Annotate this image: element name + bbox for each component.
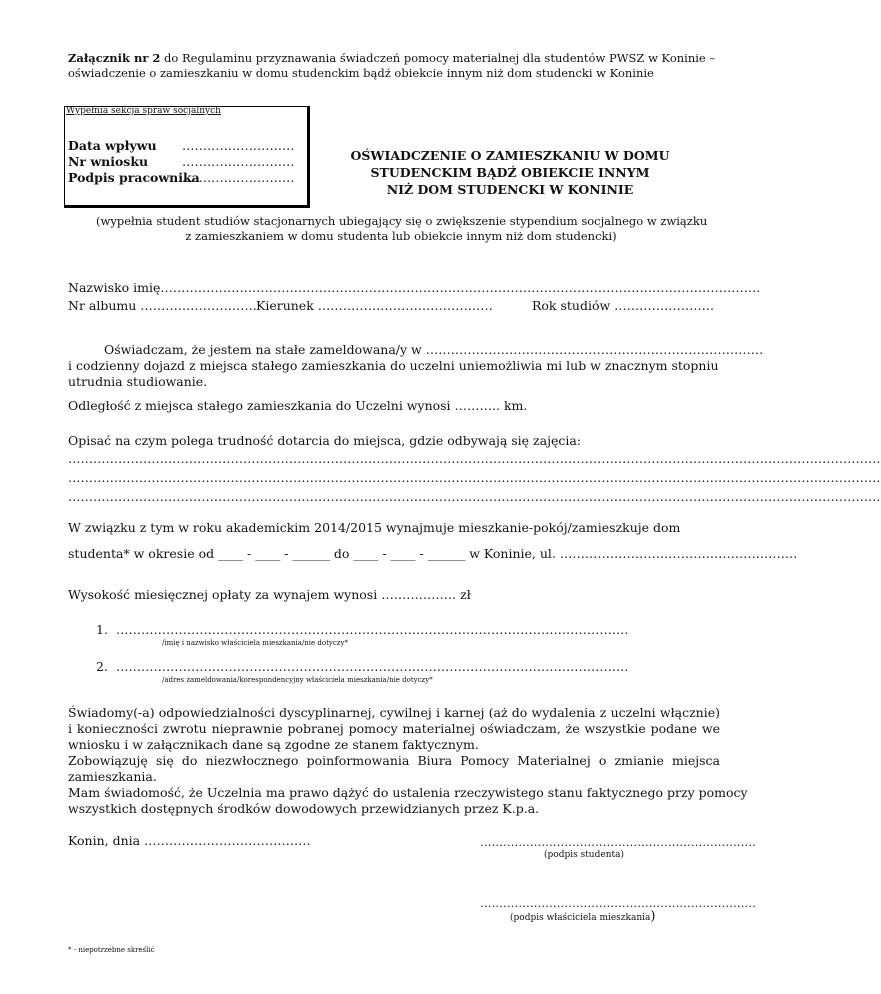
title-line3: NIŻ DOM STUDENCKI W KONINIE (386, 182, 634, 197)
awareness-line3: wniosku i w załącznikach dane są zgodne ze stanem faktycznym. (68, 737, 479, 752)
application-number-label: Nr wniosku (68, 154, 149, 169)
office-box-caption: Wypełnia sekcja spraw socjalnych (66, 106, 221, 116)
student-signature-field[interactable]: ……………………………………………………………… (480, 835, 756, 849)
owner-item2-number: 2. (96, 659, 108, 674)
employee-signature-field[interactable]: ……………………… (182, 170, 295, 185)
declaration-line3: utrudnia studiowanie. (68, 374, 208, 389)
awareness-line6: Mam świadomość, że Uczelnia ma prawo dążyć do ustalenia rzeczywistego stanu faktycznego przy pomocy (68, 785, 748, 800)
document-title (340, 147, 680, 198)
album-number-field[interactable]: Nr albumu ………………………. (68, 298, 257, 313)
study-year-field[interactable]: Rok studiów …………………… (532, 298, 715, 313)
name-field[interactable]: Nazwisko imię……………………………………………………………………………………………………………………………… (68, 280, 761, 295)
attachment-label: Załącznik nr 2 (68, 51, 161, 65)
student-signature-caption: (podpis studenta) (544, 850, 624, 860)
declaration-line2: i codzienny dojazd z miejsca stałego zamieszkania do uczelni uniemożliwia mi lub w znacznym stopniu (68, 358, 719, 373)
receipt-date-field[interactable]: ……………………… (182, 138, 295, 153)
difficulty-line-2[interactable]: …………………………………………………………………………………………………………………………………………………………………………… (68, 470, 881, 485)
distance-field[interactable]: Odległość z miejsca stałego zamieszkania do Uczelni wynosi ……….. km. (68, 398, 528, 413)
owner-signature-field[interactable]: ……………………………………………………………… (480, 896, 756, 910)
declaration (68, 342, 764, 390)
awareness-line2: i konieczności zwrotu nieprawnie pobranej pomocy materialnej oświadczam, że wszystkie podane we (68, 721, 720, 736)
header-line2: oświadczenie o zamieszkaniu w domu studenckim bądź obiekcie innym niż dom studencki w Koninie (68, 66, 654, 80)
subtitle (96, 214, 706, 244)
receipt-date-label: Data wpływu (68, 138, 157, 153)
awareness-line5: zamieszkania. (68, 769, 157, 784)
owner-signature-caption-text: (podpis właściciela mieszkania (510, 913, 651, 923)
awareness-line7: wszystkich dostępnych środków dowodowych przewidzianych przez K.p.a. (68, 801, 540, 816)
subtitle-line2: z zamieszkaniem w domu studenta lub obiekcie innym niż dom studencki) (185, 229, 617, 243)
header (68, 51, 718, 81)
title-line2: STUDENCKIM BĄDŹ OBIEKCIE INNYM (370, 165, 650, 180)
owner-address-caption: /adres zameldowania/korespondencyjny właściciela mieszkania/nie dotyczy* (162, 676, 433, 684)
study-direction-field[interactable]: Kierunek …………………………………… (256, 298, 493, 313)
declaration-line1[interactable]: Oświadczam, że jestem na stałe zameldowana/y w ……………………………………………………………………… (104, 342, 764, 357)
header-line1: do Regulaminu przyznawania świadczeń pomocy materialnej dla studentów PWSZ w Koninie – (160, 51, 716, 65)
employee-signature-label: Podpis pracownika (68, 170, 200, 185)
difficulty-label: Opisać na czym polega trudność dotarcia do miejsca, gdzie odbywają się zajęcia: (68, 433, 582, 448)
footnote: * - niepotrzebne skreślić (68, 946, 155, 954)
rental-period-field[interactable]: studenta* w okresie od ____ - ____ - ______ do ____ - ____ - ______ w Koninie, ul. ………………………………………………… (68, 546, 798, 561)
awareness-line1: Świadomy(-a) odpowiedzialności dyscyplinarnej, cywilnej i karnej (aż do wydalenia z uczelni włącznie) (68, 705, 720, 720)
application-number-field[interactable]: ……………………… (182, 154, 295, 169)
place-date-field[interactable]: Konin, dnia …………………………………. (68, 833, 311, 848)
awareness-line4: Zobowiązuję się do niezwłocznego poinformowania Biura Pomocy Materialnej o zmianie miejsca (68, 753, 720, 768)
monthly-fee-field[interactable]: Wysokość miesięcznej opłaty za wynajem wynosi ……………… zł (68, 587, 471, 602)
awareness-statement (68, 705, 748, 817)
owner-name-caption: /imię i nazwisko właściciela mieszkania/nie dotyczy* (162, 639, 348, 647)
office-box-rows (68, 138, 300, 186)
owner-address-field[interactable]: …………………………………………………………………………………………………………… (116, 659, 629, 674)
difficulty-line-3[interactable]: …………………………………………………………………………………………………………………………………………………………………………… (68, 489, 881, 504)
rental-line1: W związku z tym w roku akademickim 2014/2015 wynajmuje mieszkanie-pokój/zamieszkuje dom (68, 520, 681, 535)
owner-name-field[interactable]: …………………………………………………………………………………………………………… (116, 622, 629, 637)
owner-signature-caption: (podpis właściciela mieszkania) (510, 909, 656, 924)
title-line1: OŚWIADCZENIE O ZAMIESZKANIU W DOMU (350, 148, 670, 163)
subtitle-line1: (wypełnia student studiów stacjonarnych ubiegający się o zwiększenie stypendium socjalnego w związku (96, 214, 708, 228)
difficulty-line-1[interactable]: …………………………………………………………………………………………………………………………………………………………………………… (68, 451, 881, 466)
owner-item1-number: 1. (96, 622, 108, 637)
